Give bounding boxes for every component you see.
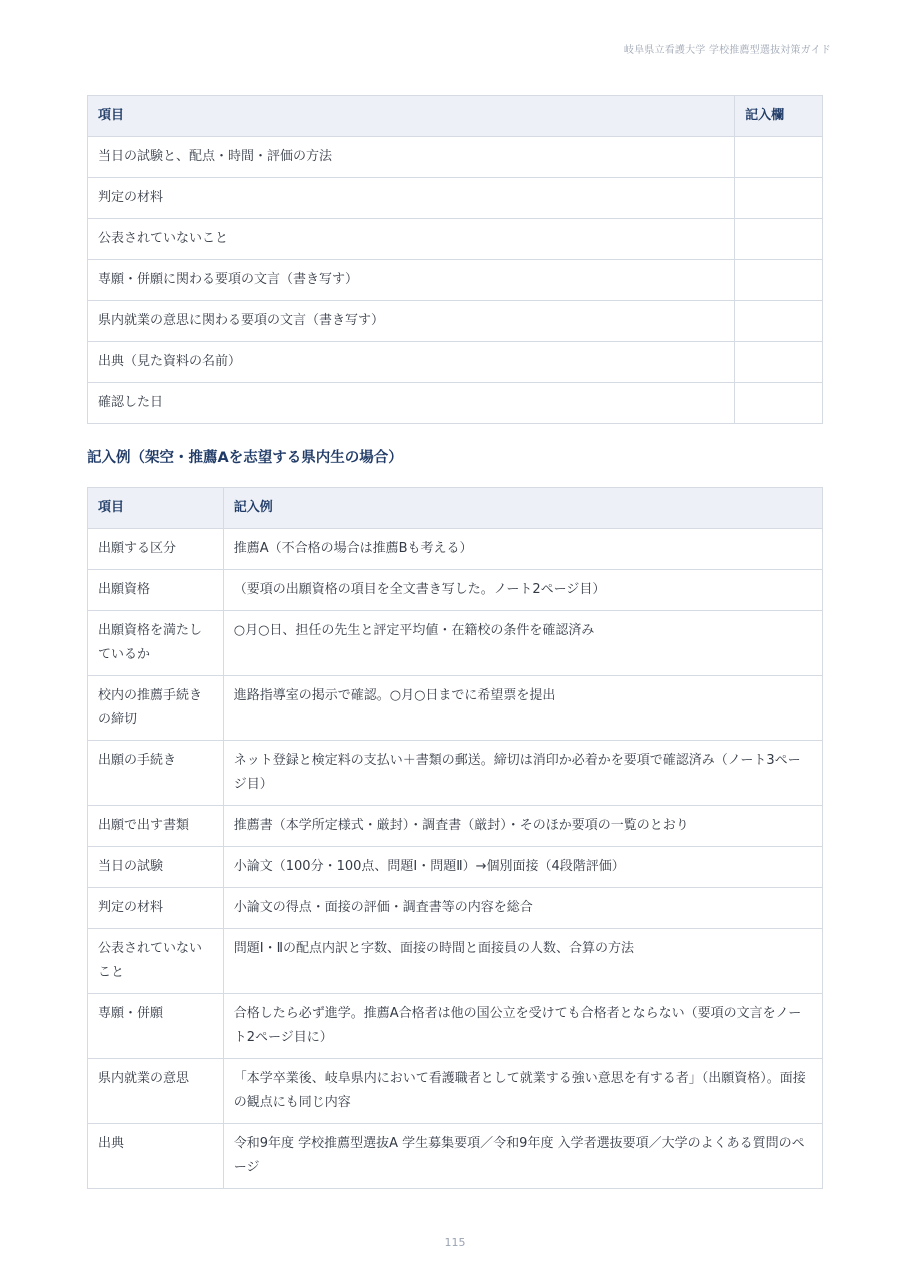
- row-item-label: 専願・併願に関わる要項の文言（書き写す）: [88, 260, 735, 301]
- row-example-text: 「本学卒業後、岐阜県内において看護職者として就業する強い意思を有する者」（出願資格）。面接の観点にも同じ内容: [223, 1059, 822, 1124]
- table-row: [88, 529, 823, 570]
- row-item-label: 校内の推薦手続きの締切: [88, 676, 224, 741]
- row-example-text: 令和9年度 学校推薦型選抜A 学生募集要項／令和9年度 入学者選抜要項／大学のよくある質問のページ: [223, 1124, 822, 1189]
- table-row: [88, 741, 823, 806]
- column-header-entry: 記入欄: [735, 96, 823, 137]
- table-header-row: [88, 96, 823, 137]
- column-header-item: 項目: [88, 488, 224, 529]
- entry-cell: [735, 260, 823, 301]
- table-row: [88, 219, 823, 260]
- row-item-label: 県内就業の意思: [88, 1059, 224, 1124]
- table-row: [88, 676, 823, 741]
- entry-cell: [735, 178, 823, 219]
- table-header-row: [88, 488, 823, 529]
- row-item-label: 公表されていないこと: [88, 219, 735, 260]
- row-item-label: 出願で出す書類: [88, 806, 224, 847]
- table-row: [88, 383, 823, 424]
- table-row: [88, 570, 823, 611]
- entry-cell: [735, 137, 823, 178]
- entry-cell: [735, 342, 823, 383]
- page-number: 115: [444, 1236, 466, 1249]
- row-item-label: 確認した日: [88, 383, 735, 424]
- table-row: [88, 806, 823, 847]
- checklist-table: [87, 95, 823, 424]
- row-item-label: 当日の試験: [88, 847, 224, 888]
- table-row: [88, 260, 823, 301]
- row-item-label: 判定の材料: [88, 888, 224, 929]
- example-table: [87, 487, 823, 1189]
- row-item-label: 当日の試験と、配点・時間・評価の方法: [88, 137, 735, 178]
- table-row: [88, 611, 823, 676]
- entry-cell: [735, 383, 823, 424]
- table-row: [88, 342, 823, 383]
- row-item-label: 出願資格を満たしているか: [88, 611, 224, 676]
- column-header-item: 項目: [88, 96, 735, 137]
- row-example-text: ○月○日、担任の先生と評定平均値・在籍校の条件を確認済み: [223, 611, 822, 676]
- table-row: [88, 1124, 823, 1189]
- table-row: [88, 888, 823, 929]
- row-example-text: ネット登録と検定料の支払い＋書類の郵送。締切は消印か必着かを要項で確認済み（ノート3ページ目）: [223, 741, 822, 806]
- row-example-text: （要項の出願資格の項目を全文書き写した。ノート2ページ目）: [223, 570, 822, 611]
- row-item-label: 出願の手続き: [88, 741, 224, 806]
- entry-cell: [735, 301, 823, 342]
- row-item-label: 出願資格: [88, 570, 224, 611]
- table-row: [88, 994, 823, 1059]
- table-row: [88, 1059, 823, 1124]
- table-row: [88, 137, 823, 178]
- table-row: [88, 847, 823, 888]
- row-item-label: 県内就業の意思に関わる要項の文言（書き写す）: [88, 301, 735, 342]
- table-row: [88, 301, 823, 342]
- row-item-label: 判定の材料: [88, 178, 735, 219]
- row-example-text: 推薦書（本学所定様式・厳封）・調査書（厳封）・そのほか要項の一覧のとおり: [223, 806, 822, 847]
- row-example-text: 小論文（100分・100点、問題Ⅰ・問題Ⅱ）→個別面接（4段階評価）: [223, 847, 822, 888]
- column-header-example: 記入例: [223, 488, 822, 529]
- row-item-label: 出典: [88, 1124, 224, 1189]
- entry-cell: [735, 219, 823, 260]
- row-example-text: 合格したら必ず進学。推薦A合格者は他の国公立を受けても合格者とならない（要項の文言をノート2ページ目に）: [223, 994, 822, 1059]
- section-heading: 記入例（架空・推薦Aを志望する県内生の場合）: [87, 450, 403, 466]
- row-example-text: 推薦A（不合格の場合は推薦Bも考える）: [223, 529, 822, 570]
- row-item-label: 出典（見た資料の名前）: [88, 342, 735, 383]
- row-item-label: 専願・併願: [88, 994, 224, 1059]
- table-row: [88, 178, 823, 219]
- row-item-label: 公表されていないこと: [88, 929, 224, 994]
- row-example-text: 進路指導室の掲示で確認。○月○日までに希望票を提出: [223, 676, 822, 741]
- row-item-label: 出願する区分: [88, 529, 224, 570]
- row-example-text: 小論文の得点・面接の評価・調査書等の内容を総合: [223, 888, 822, 929]
- running-header: 岐阜県立看護大学 学校推薦型選抜対策ガイド: [623, 45, 831, 56]
- table-row: [88, 929, 823, 994]
- row-example-text: 問題Ⅰ・Ⅱの配点内訳と字数、面接の時間と面接員の人数、合算の方法: [223, 929, 822, 994]
